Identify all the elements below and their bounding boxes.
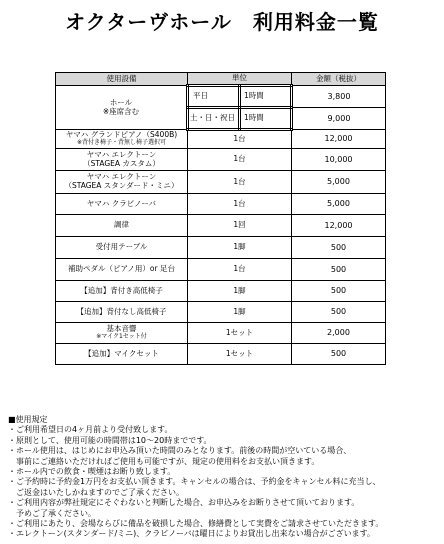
fee-table [55, 72, 386, 365]
item-price: 500 [292, 259, 386, 281]
item-price: 500 [292, 237, 386, 259]
item-name: ヤマハ エレクトーン [86, 149, 157, 159]
table-row [56, 194, 386, 215]
hall-price-weekend: 9,000 [292, 108, 386, 130]
item-unit: 1脚 [188, 302, 292, 323]
item-price: 500 [292, 302, 386, 323]
item-name: 補助ペダル（ピアノ用）or 足台 [56, 259, 188, 281]
item-unit: 1回 [188, 215, 292, 237]
table-row [56, 130, 386, 149]
table-row [56, 171, 386, 194]
item-unit: 1台 [188, 149, 292, 171]
item-price: 12,000 [292, 130, 386, 149]
hall-name: ホール [109, 97, 133, 107]
item-name: 調律 [56, 215, 188, 237]
table-row [56, 302, 386, 323]
item-note: （STAGEA スタンダード・ミニ） [64, 181, 179, 190]
item-name: 【追加】背付き高低椅子 [56, 281, 188, 302]
usage-rules [8, 415, 438, 540]
table-row [56, 323, 386, 344]
item-cell [56, 130, 188, 149]
table-row [56, 281, 386, 302]
header-price: 金額（税抜） [292, 73, 386, 86]
item-cell [56, 149, 188, 171]
table-row [56, 344, 386, 365]
item-unit: 1台 [188, 194, 292, 215]
item-cell [56, 171, 188, 194]
item-unit: 1台 [188, 171, 292, 194]
table-row-hall-weekday [56, 86, 386, 108]
hall-day-weekend: 土・日・祝日 [188, 108, 240, 130]
table-header-row [56, 73, 386, 86]
item-unit: 1セット [188, 344, 292, 365]
item-note: ※マイク1セット付 [96, 332, 147, 340]
rule-line: 事前にご連絡いただければご使用も可能ですが、規定の使用料をお支払い頂きます。 [8, 456, 320, 466]
table-row [56, 237, 386, 259]
item-unit: 1セット [188, 323, 292, 344]
item-cell [56, 323, 188, 344]
item-price: 500 [292, 281, 386, 302]
rule-line: ・エレクトーン(スタンダード/ミニ)、クラビノーバは曜日によりお貸出し出来ない場合がございます。 [8, 529, 375, 539]
hall-time-weekend: 1時間 [240, 108, 292, 130]
item-name: 【追加】背付なし高低椅子 [56, 302, 188, 323]
item-name: ヤマハ クラビノーバ [56, 194, 188, 215]
item-name: 【追加】マイクセット [56, 344, 188, 365]
item-name: ヤマハ グランドピアノ（S400B) [65, 130, 178, 140]
rule-line: ・原則として、使用可能の時間帯は10～20時までです。 [8, 435, 212, 445]
item-price: 12,000 [292, 215, 386, 237]
table-row [56, 259, 386, 281]
item-price: 5,000 [292, 194, 386, 215]
item-price: 5,000 [292, 171, 386, 194]
item-name: 基本音響 [106, 324, 137, 334]
item-note: （STAGEA カスタム） [83, 158, 160, 168]
item-unit: 1脚 [188, 237, 292, 259]
item-name: ヤマハ エレクトーン [86, 172, 157, 182]
item-price: 2,000 [292, 323, 386, 344]
rule-line: ・ご予約時に予約金1万円をお支払い頂きます。キャンセルの場合は、予約金をキャンセル料に充当し、 [8, 477, 381, 487]
rule-line: 予めご了承ください。 [8, 508, 96, 518]
page-title: オクターヴホール 利用料金一覧 [65, 10, 379, 34]
header-equipment: 使用設備 [56, 73, 188, 86]
table-row [56, 149, 386, 171]
rule-line: ご返金はいたしかねますのでご了承ください。 [8, 487, 184, 497]
item-price: 500 [292, 344, 386, 365]
item-price: 10,000 [292, 149, 386, 171]
rule-line: ・ご利用希望日の4ヶ月前より受付致します。 [8, 425, 173, 435]
rules-heading: ■使用規定 [8, 415, 48, 424]
item-unit: 1台 [188, 259, 292, 281]
item-unit: 1脚 [188, 281, 292, 302]
hall-price-weekday: 3,800 [292, 86, 386, 108]
header-unit: 単位 [188, 73, 292, 86]
item-note: ※背付き椅子・背無し椅子選択可 [76, 138, 167, 146]
hall-day-weekday: 平日 [188, 86, 240, 108]
rule-line: ・ホール使用は、はじめにお申込み頂いた時間のみとなります。前後の時間が空いている場合、 [8, 446, 352, 456]
hall-note: ※座席含む [102, 106, 140, 116]
table-row [56, 215, 386, 237]
item-name: 受付用テーブル [56, 237, 188, 259]
rule-line: ・ご利用にあたり、会場ならびに備品を破損した場合、修繕費として実費をご請求させていただきます。 [8, 519, 384, 529]
rule-line: ・ご利用内容が弊社規定にそぐわないと判断した場合、お申込みをお断りさせて頂いております。 [8, 498, 360, 508]
rule-line: ・ホール内での飲食・喫煙はお断り致します。 [8, 467, 176, 477]
hall-time-weekday: 1時間 [240, 86, 292, 108]
item-unit: 1台 [188, 130, 292, 149]
hall-cell [56, 86, 188, 130]
